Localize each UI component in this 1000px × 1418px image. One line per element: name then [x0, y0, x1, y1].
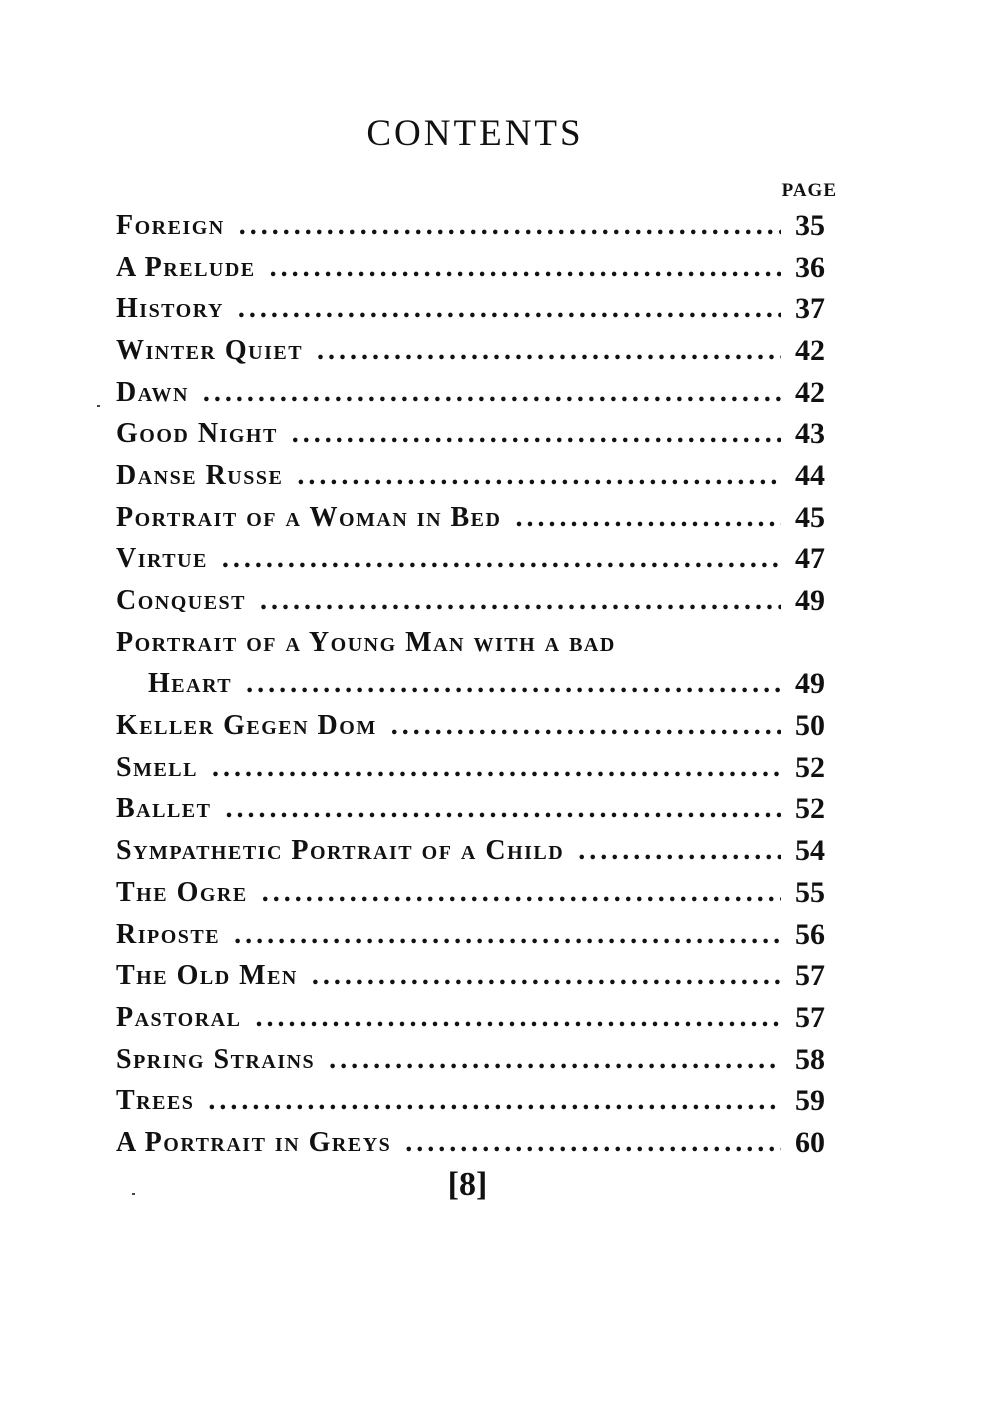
toc-entry-title: Sympathetic Portrait of a Child	[116, 835, 565, 867]
toc-entry-page: 59	[795, 1084, 825, 1118]
page-title: CONTENTS	[366, 113, 584, 154]
toc-entry	[116, 955, 841, 997]
dot-leader	[270, 251, 781, 285]
toc-entry-title: Riposte	[116, 918, 221, 950]
toc-entry	[116, 664, 841, 706]
toc-entry-page: 35	[795, 208, 825, 242]
toc-entry-page: 50	[795, 709, 825, 743]
toc-entry	[116, 247, 841, 289]
toc-entry-page: 55	[795, 875, 825, 909]
toc-entry-title: Trees	[116, 1085, 195, 1117]
toc-entry-page: 60	[795, 1125, 825, 1159]
toc-entry	[116, 997, 841, 1039]
toc-entry-title: Virtue	[116, 543, 208, 575]
toc-entry-title: Smell	[116, 751, 198, 783]
toc-entry-title: Heart	[148, 668, 233, 700]
dot-leader	[312, 959, 781, 993]
toc-entry	[116, 330, 841, 372]
dot-leader	[203, 376, 781, 410]
toc-entry-title: Portrait of a Young Man with a bad	[116, 626, 616, 658]
dot-leader	[292, 417, 781, 451]
toc-entry	[116, 830, 841, 872]
toc-entry-title: History	[116, 293, 224, 325]
toc-entry	[116, 372, 841, 414]
dot-leader	[260, 584, 781, 618]
toc-entry-page: 57	[795, 959, 825, 993]
dot-leader	[578, 834, 781, 868]
toc-entry-page: 36	[795, 250, 825, 284]
dot-leader	[212, 751, 781, 785]
toc-entry	[116, 497, 841, 539]
toc-entry-page: 49	[795, 667, 825, 701]
scan-speck	[97, 405, 100, 407]
toc-entry-title: A Portrait in Greys	[116, 1126, 392, 1158]
toc-entry	[116, 205, 841, 247]
toc-entry-title: Dawn	[116, 376, 189, 408]
toc-entry-page: 49	[795, 584, 825, 618]
toc-entry	[116, 872, 841, 914]
toc-entry	[116, 914, 841, 956]
toc-entry-page: 57	[795, 1000, 825, 1034]
toc-entry-page: 42	[795, 333, 825, 367]
toc-entry	[116, 1039, 841, 1081]
toc-entry	[116, 622, 841, 664]
dot-leader	[297, 459, 781, 493]
toc-entry-title: Winter Quiet	[116, 334, 304, 366]
toc-entry	[116, 455, 841, 497]
toc-entry-title: Good Night	[116, 418, 278, 450]
toc-entry-page: 47	[795, 542, 825, 576]
dot-leader	[515, 501, 781, 535]
table-of-contents	[116, 205, 841, 1164]
dot-leader	[239, 209, 781, 243]
scan-speck	[132, 1193, 135, 1195]
dot-leader	[222, 542, 781, 576]
dot-leader	[225, 792, 781, 826]
toc-entry	[116, 288, 841, 330]
toc-entry-page: 43	[795, 417, 825, 451]
toc-entry-page: 58	[795, 1042, 825, 1076]
toc-entry-page: 45	[795, 500, 825, 534]
dot-leader	[208, 1084, 781, 1118]
toc-entry	[116, 1080, 841, 1122]
dot-leader	[238, 292, 781, 326]
dot-leader	[317, 334, 781, 368]
toc-entry-title: The Old Men	[116, 960, 298, 992]
dot-leader	[262, 876, 781, 910]
toc-entry	[116, 789, 841, 831]
toc-entry-page: 52	[795, 792, 825, 826]
page-folio: [8]	[447, 1166, 488, 1203]
dot-leader	[391, 709, 781, 743]
toc-entry-title: Foreign	[116, 209, 225, 241]
toc-entry-title: Danse Russe	[116, 459, 284, 491]
toc-entry-page: 52	[795, 750, 825, 784]
toc-entry-page: 44	[795, 458, 825, 492]
toc-entry-title: Spring Strains	[116, 1043, 316, 1075]
dot-leader	[329, 1043, 781, 1077]
toc-entry	[116, 413, 841, 455]
toc-entry	[116, 747, 841, 789]
toc-entry-title: A Prelude	[116, 251, 256, 283]
toc-entry-title: Ballet	[116, 793, 212, 825]
toc-entry	[116, 1122, 841, 1164]
page-column-label: PAGE	[781, 180, 837, 201]
toc-entry-title: Pastoral	[116, 1001, 242, 1033]
dot-leader	[255, 1001, 781, 1035]
toc-entry-title: Conquest	[116, 585, 247, 617]
dot-leader	[405, 1126, 781, 1160]
toc-entry-page: 42	[795, 375, 825, 409]
toc-entry-page: 56	[795, 917, 825, 951]
toc-entry	[116, 580, 841, 622]
toc-entry-page: 54	[795, 834, 825, 868]
toc-entry-title: The Ogre	[116, 876, 248, 908]
toc-entry-title: Portrait of a Woman in Bed	[116, 501, 502, 533]
dot-leader	[234, 918, 781, 952]
toc-entry	[116, 705, 841, 747]
toc-entry-page: 37	[795, 292, 825, 326]
dot-leader	[246, 667, 781, 701]
toc-entry-title: Keller Gegen Dom	[116, 710, 377, 742]
toc-entry	[116, 539, 841, 581]
